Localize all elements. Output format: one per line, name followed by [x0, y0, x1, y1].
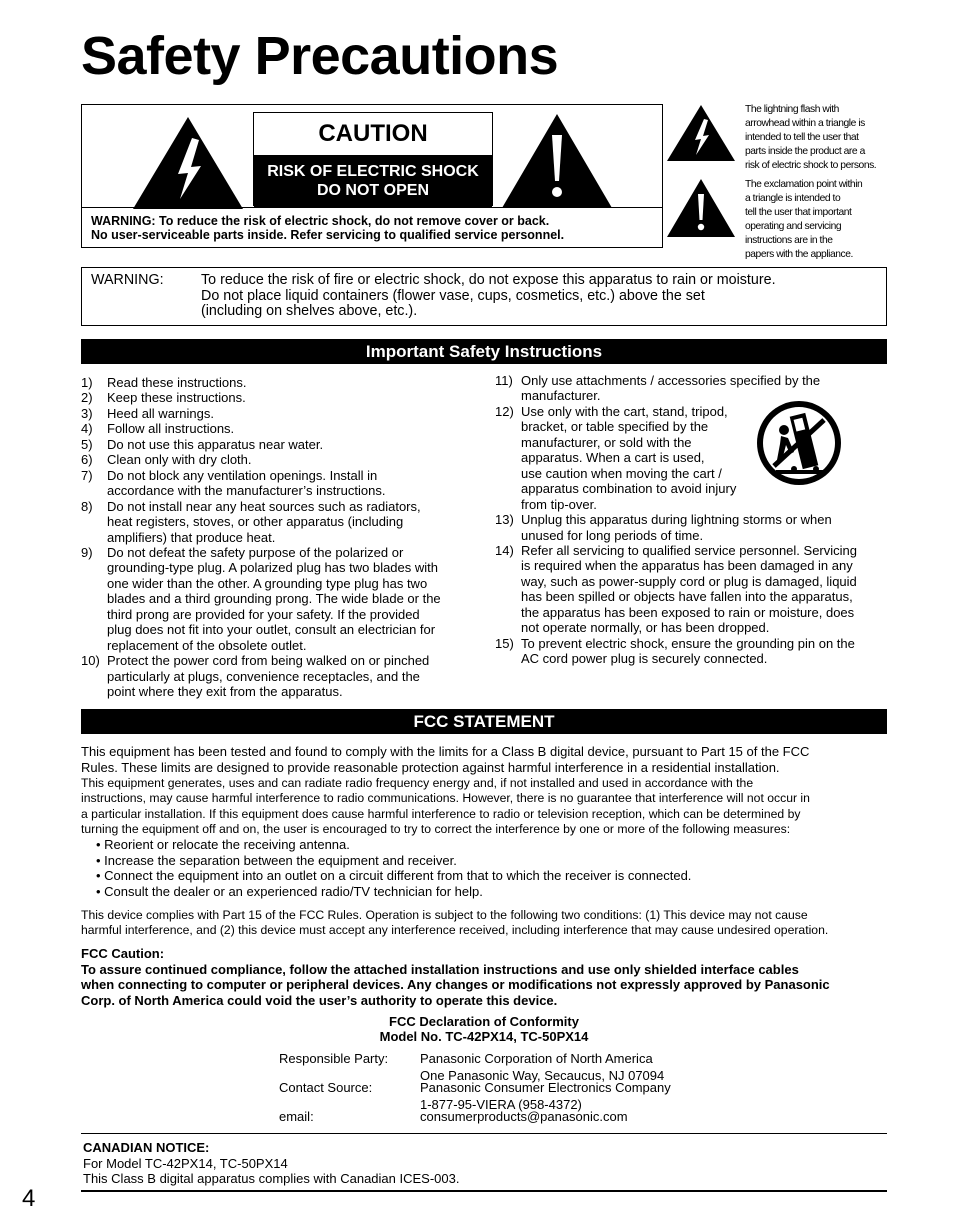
- responsible-party-value: Panasonic Corporation of North America One Panasonic Way, Secaucus, NJ 07094: [420, 1051, 665, 1083]
- item-line: To prevent electric shock, ensure the grounding pin on the: [521, 635, 855, 651]
- list-item: [495, 512, 887, 543]
- item-line: amplifiers) that produce heat.: [107, 529, 276, 545]
- list-item: [81, 468, 481, 499]
- risk-of-shock-label: RISK OF ELECTRIC SHOCK DO NOT OPEN: [254, 155, 492, 207]
- item-text: [521, 512, 887, 543]
- item-line: Follow all instructions.: [107, 421, 235, 437]
- warning-text: To reduce the risk of fire or electric shock, do not expose this apparatus to rain or moisture. Do not place liquid containers (flower vase, cups, cosmetics, etc.) above the set (including on shelves above, etc.).: [201, 272, 776, 319]
- item-text: [107, 375, 481, 390]
- list-item: [81, 421, 481, 436]
- caution-heading: CAUTION: [318, 120, 428, 147]
- contact-source-label: Contact Source:: [279, 1080, 373, 1095]
- item-number: 10): [81, 653, 100, 669]
- email-label: email:: [279, 1109, 314, 1124]
- item-line: heat registers, stoves, or other apparatus (including: [107, 514, 404, 530]
- item-text: [107, 406, 481, 421]
- item-line: plug does not fit into your outlet, consult an electrician for: [107, 622, 436, 638]
- fire-shock-warning-box: [81, 267, 887, 326]
- caution-box: [81, 104, 663, 248]
- cart-tip-over-icon: [756, 400, 842, 486]
- item-line: Use only with the cart, stand, tripod,: [521, 403, 728, 419]
- item-line: Heed all warnings.: [107, 405, 214, 421]
- item-line: the apparatus has been exposed to rain or moisture, does: [521, 604, 855, 620]
- item-number: 2): [81, 390, 93, 406]
- list-item: [81, 390, 481, 405]
- item-line: accordance with the manufacturer’s instructions.: [107, 483, 386, 499]
- list-item: • Consult the dealer or an experienced radio/TV technician for help.: [96, 883, 483, 899]
- fcc-statement-heading: FCC STATEMENT: [81, 709, 887, 734]
- item-line: particularly at plugs, convenience receptacles, and the: [107, 668, 420, 684]
- item-text: [107, 545, 481, 653]
- item-line: blades and a third grounding prong. The wide blade or the: [107, 591, 441, 607]
- lightning-triangle-icon: [666, 104, 736, 162]
- page-number: 4: [22, 1185, 36, 1212]
- item-text: [107, 390, 481, 405]
- item-text: [107, 452, 481, 467]
- list-item: [81, 653, 481, 699]
- item-line: Refer all servicing to qualified service personnel. Servicing: [521, 542, 857, 558]
- item-line: manufacturer, or sold with the: [521, 434, 692, 450]
- item-number: 12): [495, 403, 514, 419]
- item-line: third prong are provided for your safety. If the provided: [107, 606, 420, 622]
- item-text: [521, 543, 887, 636]
- item-line: Only use attachments / accessories specified by the: [521, 373, 821, 388]
- item-text: [107, 499, 481, 545]
- item-text: [521, 636, 887, 667]
- exclamation-triangle-icon: [666, 178, 736, 238]
- item-text: [107, 437, 481, 452]
- canadian-notice: CANADIAN NOTICE: For Model TC-42PX14, TC-50PX14 This Class B digital apparatus complies with Canadian ICES-003.: [81, 1133, 887, 1192]
- item-line: Do not block any ventilation openings. Install in: [107, 467, 378, 483]
- exclamation-explanation: The exclamation point within a triangle is intended to tell the user that important operating and servicing instructions are in the papers with the appliance.: [745, 179, 863, 260]
- item-line: grounding-type plug. A polarized plug has two blades with: [107, 560, 438, 576]
- page-title: Safety Precautions: [81, 26, 559, 86]
- item-line: Protect the power cord from being walked on or pinched: [107, 653, 430, 669]
- item-line: is required when the apparatus has been damaged in any: [521, 558, 853, 574]
- item-text: [107, 468, 481, 499]
- item-line: has been spilled or objects have fallen into the apparatus,: [521, 589, 853, 605]
- item-line: apparatus combination to avoid injury: [521, 481, 737, 497]
- item-line: Clean only with dry cloth.: [107, 452, 252, 468]
- exclamation-warning-icon: [501, 113, 613, 209]
- item-line: unused for long periods of time.: [521, 527, 704, 543]
- item-line: apparatus. When a cart is used,: [521, 450, 705, 466]
- lightning-explanation: The lightning flash with arrowhead within a triangle is intended to tell the user that parts inside the product are a risk of electric shock to persons.: [745, 104, 877, 171]
- safety-instructions-heading: Important Safety Instructions: [81, 339, 887, 364]
- item-number: 15): [495, 635, 514, 651]
- item-number: 8): [81, 498, 93, 514]
- item-number: 5): [81, 436, 93, 452]
- caution-label: [253, 112, 493, 206]
- item-line: Keep these instructions.: [107, 390, 246, 406]
- item-line: Do not use this apparatus near water.: [107, 436, 324, 452]
- warning-label: WARNING:: [91, 272, 164, 288]
- fcc-caution: FCC Caution: To assure continued compliance, follow the attached installation instructions and use only shielded interface cables when connecting to computer or peripheral devices. Any changes or modifications not expressly approved by Panasonic Corp. of North America could void the user’s authority to operate this device.: [81, 946, 830, 1008]
- list-item: [81, 499, 481, 545]
- item-line: Do not install near any heat sources such as radiators,: [107, 498, 421, 514]
- list-item: [495, 636, 887, 667]
- item-line: not operate normally, or has been dropped.: [521, 620, 770, 636]
- item-line: manufacturer.: [521, 388, 601, 404]
- list-item: [495, 543, 887, 636]
- list-item: • Connect the equipment into an outlet on a circuit different from that to which the receiver is connected.: [96, 868, 692, 883]
- item-line: way, such as power-supply cord or plug is damaged, liquid: [521, 573, 857, 589]
- list-item: [81, 375, 481, 390]
- item-line: Unplug this apparatus during lightning storms or when: [521, 512, 832, 528]
- item-number: 3): [81, 405, 93, 421]
- fcc-paragraph-1: This equipment has been tested and found to comply with the limits for a Class B digital device, pursuant to Part 15 of the FCC Rules. These limits are designed to provide reasonable protection against harmful interference in a residential installation.: [81, 744, 810, 775]
- responsible-party-label: Responsible Party:: [279, 1051, 389, 1066]
- item-number: 6): [81, 452, 93, 468]
- item-number: 1): [81, 375, 93, 390]
- item-number: 9): [81, 544, 93, 560]
- item-line: one wider than the other. A grounding type plug has two: [107, 575, 428, 591]
- item-line: use caution when moving the cart /: [521, 465, 722, 481]
- fcc-measures-list: [96, 837, 691, 899]
- item-line: from tip-over.: [521, 496, 597, 512]
- contact-source-value: Panasonic Consumer Electronics Company 1-877-95-VIERA (958-4372): [420, 1080, 671, 1112]
- item-number: 4): [81, 421, 93, 437]
- list-item: [81, 545, 481, 653]
- item-number: 7): [81, 467, 93, 483]
- list-item: [81, 452, 481, 467]
- item-text: [107, 653, 481, 699]
- list-item: [81, 406, 481, 421]
- item-line: point where they exit from the apparatus.: [107, 684, 343, 700]
- item-number: 14): [495, 542, 514, 558]
- item-line: bracket, or table specified by the: [521, 419, 709, 435]
- fcc-paragraph-2: This equipment generates, uses and can radiate radio frequency energy and, if not installed and used in accordance with the instructions, may cause harmful interference to radio communications. However, there is no guarantee that interference will not occur in a particular installation. If this equipment does cause harmful interference to radio or television reception, which can be determined by turning the equipment off and on, the user is encouraged to try to correct the interference by one or more of the following measures:: [81, 776, 810, 837]
- item-line: AC cord power plug is securely connected.: [521, 651, 768, 667]
- declaration-of-conformity: FCC Declaration of Conformity Model No. TC-42PX14, TC-50PX14: [379, 1014, 589, 1044]
- lightning-warning-icon: [132, 116, 244, 210]
- item-number: 13): [495, 512, 514, 528]
- email-value: consumerproducts@panasonic.com: [420, 1109, 628, 1124]
- list-item: [81, 437, 481, 452]
- item-line: replacement of the obsolete outlet.: [107, 637, 307, 653]
- fcc-paragraph-3: This device complies with Part 15 of the FCC Rules. Operation is subject to the following two conditions: (1) This device may not cause harmful interference, and (2) this device must accept any interference received, including interference that may cause undesired operation.: [81, 908, 829, 938]
- item-text: [107, 421, 481, 436]
- list-item: • Reorient or relocate the receiving antenna.: [96, 837, 350, 852]
- item-number: 11): [495, 373, 513, 388]
- list-item: • Increase the separation between the equipment and receiver.: [96, 852, 457, 868]
- instructions-left-column: [81, 375, 481, 700]
- item-line: Read these instructions.: [107, 375, 247, 390]
- caution-warning-text: WARNING: To reduce the risk of electric shock, do not remove cover or back. No user-serviceable parts inside. Refer servicing to qualified service personnel.: [82, 207, 662, 247]
- item-line: Do not defeat the safety purpose of the polarized or: [107, 544, 404, 560]
